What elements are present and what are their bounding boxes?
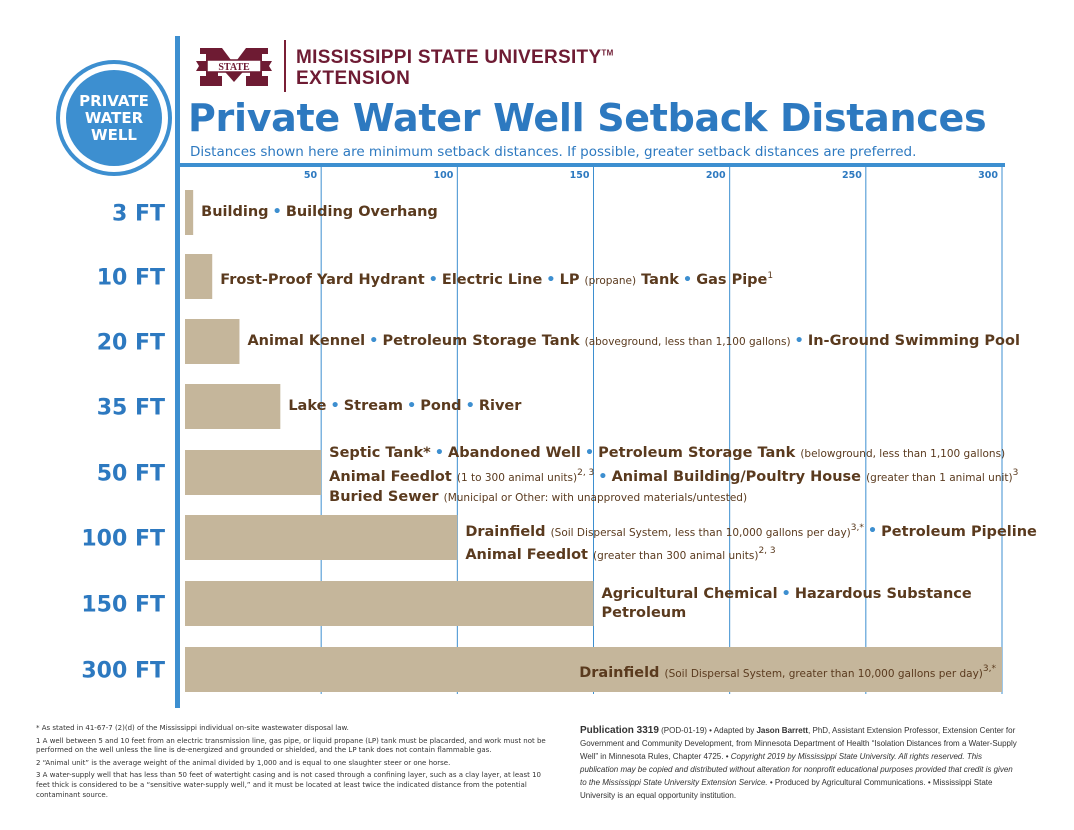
- item-text: Petroleum Storage Tank: [382, 333, 585, 349]
- svg-text:STATE: STATE: [218, 62, 250, 73]
- badge-line-3: WELL: [91, 125, 137, 144]
- separator-dot: •: [465, 398, 475, 414]
- row-text: [201, 203, 438, 222]
- separator-dot: •: [794, 333, 804, 349]
- bar-20-ft: [185, 319, 239, 364]
- item-text: Abandoned Well: [448, 445, 581, 461]
- row-text-line: [220, 267, 773, 291]
- detail-text: (Soil Dispersal System, less than 10,000 gallons per day): [550, 526, 851, 539]
- category-label: 35 FT: [96, 395, 165, 421]
- separator-dot: •: [781, 585, 791, 602]
- item-text: Drainfield: [465, 523, 551, 540]
- publication-copyright: Copyright 2019 by Mississippi State University. All rights reserved. This publication may be copied and distributed without alteration for nonprofit educational purposes provided that credit is given to the Mississippi State University Extension Service.: [580, 752, 1013, 787]
- row-text: [247, 332, 1019, 352]
- category-label: 20 FT: [96, 330, 165, 356]
- item-text: Petroleum: [601, 604, 687, 621]
- footnote-3: 3 A water-supply well that has less than 50 feet of watertight casing and is not cased through a confining layer, such as a clay layer, at least 10 feet thick is considered to be a “sensitive water-supply well,” and it must be located at least twice the indicated distance from the potential contaminant source.: [36, 771, 541, 799]
- separator-dot: •: [369, 333, 379, 349]
- row-text-line: [579, 660, 996, 684]
- item-text: Stream: [343, 398, 403, 414]
- tick-label-300: 300: [978, 170, 998, 181]
- detail-text: (greater than 300 animal units): [593, 550, 759, 563]
- item-text: Petroleum Storage Tank: [598, 445, 801, 461]
- publication-text-2: , PhD, Assistant Extension Professor, Extension Center for Government and Community Development, from Minnesota Department of Health “Isolation Distances from a Water-Supply Well” in Minnesota Rules, Chapter 4725. •: [580, 726, 1017, 761]
- bar-50-ft: [185, 450, 321, 495]
- footnote-1: 1 A well between 5 and 10 feet from an electric transmission line, gas pipe, or liquid propane (LP) tank must be placarded, and work must not be performed on the well unless the line is de-energized and grounded or shielded, and the LP tank does not contain flammable gas.: [36, 736, 546, 755]
- item-text: Tank: [636, 271, 679, 288]
- trademark: TM: [601, 48, 614, 58]
- item-text: Septic Tank*: [329, 445, 431, 461]
- row-text-line: [201, 203, 438, 222]
- publication-number: Publication 3319: [580, 725, 659, 736]
- category-label: 150 FT: [81, 592, 165, 618]
- row-text: [329, 444, 1018, 508]
- footnotes: [36, 724, 556, 803]
- bar-3-ft: [185, 190, 193, 235]
- row-text: [220, 267, 773, 291]
- item-text: Hazardous Substance: [794, 585, 972, 602]
- separator-dot: •: [584, 445, 595, 461]
- footnote-ref: 2, 3: [577, 468, 595, 478]
- item-text: LP: [559, 271, 585, 288]
- footnote-ref: 2, 3: [758, 546, 776, 557]
- footnote-ref: 1: [767, 271, 774, 281]
- item-text: In-Ground Swimming Pool: [807, 333, 1020, 349]
- tick-label-50: 50: [303, 170, 318, 181]
- row-text: [579, 660, 996, 684]
- separator-dot: •: [434, 445, 444, 461]
- badge-line-1: PRIVATE: [79, 91, 149, 110]
- category-label: 300 FT: [81, 658, 165, 684]
- badge-line-2: WATER: [84, 108, 144, 127]
- bar-10-ft: [185, 254, 212, 299]
- separator-dot: •: [546, 271, 556, 288]
- item-text: Buried Sewer: [329, 488, 444, 505]
- separator-dot: •: [272, 204, 282, 220]
- row-labels: [81, 202, 165, 684]
- separator-dot: •: [682, 271, 693, 288]
- detail-text: (aboveground, less than 1,100 gallons): [584, 336, 791, 348]
- publication-text-3: • Produced by Agricultural Communications. • Mississippi State University is an equal opportunity institution.: [580, 778, 993, 800]
- item-text: Pond: [420, 398, 462, 414]
- detail-text: (greater than 1 animal unit): [866, 471, 1013, 484]
- bar-35-ft: [185, 384, 280, 429]
- category-label: 100 FT: [81, 526, 165, 552]
- page-subtitle: Distances shown here are minimum setback distances. If possible, greater setback distances are preferred.: [190, 144, 917, 160]
- separator-dot: •: [428, 271, 438, 288]
- tick-labels: [304, 170, 998, 181]
- detail-text: (propane): [584, 274, 637, 287]
- item-text: Electric Line: [441, 271, 543, 288]
- category-label: 3 FT: [111, 201, 165, 227]
- item-text: Animal Kennel: [247, 333, 366, 349]
- bar-150-ft: [185, 581, 594, 626]
- tick-label-200: 200: [705, 170, 726, 181]
- item-text: Building Overhang: [285, 204, 438, 220]
- row-text-line: [602, 604, 972, 623]
- item-text: Frost-Proof Yard Hydrant: [220, 271, 425, 288]
- footnote-ref: 3,*: [982, 664, 996, 674]
- footnote-2: 2 “Animal unit” is the average weight of the animal divided by 1,000 and is equal to one slaughter steer or one horse.: [36, 758, 451, 767]
- detail-text: (Soil Dispersal System, greater than 10,000 gallons per day): [664, 667, 983, 680]
- item-text: Petroleum Pipeline: [881, 523, 1037, 540]
- item-text: Animal Feedlot: [329, 468, 457, 485]
- item-text: Gas Pipe: [696, 271, 768, 288]
- footnote-star: * As stated in 41-67-7 (2)(d) of the Mississippi individual on-site wastewater disposal law.: [36, 724, 349, 732]
- category-label: 50 FT: [96, 461, 165, 487]
- publication-text-1: • Adapted by: [706, 726, 757, 735]
- tick-label-100: 100: [433, 170, 454, 181]
- footnote-ref: 3: [1012, 468, 1019, 478]
- row-text-line: [288, 397, 521, 416]
- org-subtitle: EXTENSION: [296, 68, 411, 89]
- detail-text: (1 to 300 animal units): [456, 471, 578, 484]
- separator-dot: •: [598, 468, 608, 485]
- separator-dot: •: [867, 523, 878, 540]
- item-text: Lake: [288, 398, 327, 414]
- item-text: Building: [201, 204, 269, 220]
- row-text-line: [329, 464, 1018, 488]
- item-text: Drainfield: [579, 664, 665, 681]
- item-text: Agricultural Chemical: [601, 585, 778, 602]
- row-text-line: [329, 488, 1018, 508]
- separator-dot: •: [406, 398, 417, 414]
- row-text: [465, 519, 1037, 567]
- page-title: Private Water Well Setback Distances: [188, 96, 987, 140]
- separator-dot: •: [330, 398, 340, 414]
- publication-author: Jason Barrett: [756, 726, 809, 735]
- publication-info: [580, 724, 1020, 802]
- bar-100-ft: [185, 515, 457, 560]
- tick-label-150: 150: [569, 170, 590, 181]
- detail-text: (Municipal or Other: with unapproved materials/untested): [443, 491, 748, 504]
- row-text: [288, 397, 521, 416]
- item-text: River: [478, 398, 522, 414]
- category-label: 10 FT: [96, 265, 165, 291]
- detail-text: (belowground, less than 1,100 gallons): [800, 448, 1006, 460]
- row-text-line: [602, 585, 972, 604]
- row-text-line: [329, 444, 1018, 464]
- row-text-line: [465, 542, 1037, 566]
- tick-label-250: 250: [841, 170, 862, 181]
- publication-code: (POD-01-19): [658, 726, 707, 735]
- item-text: Animal Building/Poultry House: [611, 468, 867, 485]
- row-text-line: [465, 519, 1037, 543]
- item-text: Animal Feedlot: [465, 547, 594, 564]
- footnote-ref: 3,*: [850, 522, 864, 533]
- row-text-line: [247, 332, 1019, 352]
- org-name-text: MISSISSIPPI STATE UNIVERSITY: [296, 47, 602, 68]
- row-text: [602, 585, 972, 623]
